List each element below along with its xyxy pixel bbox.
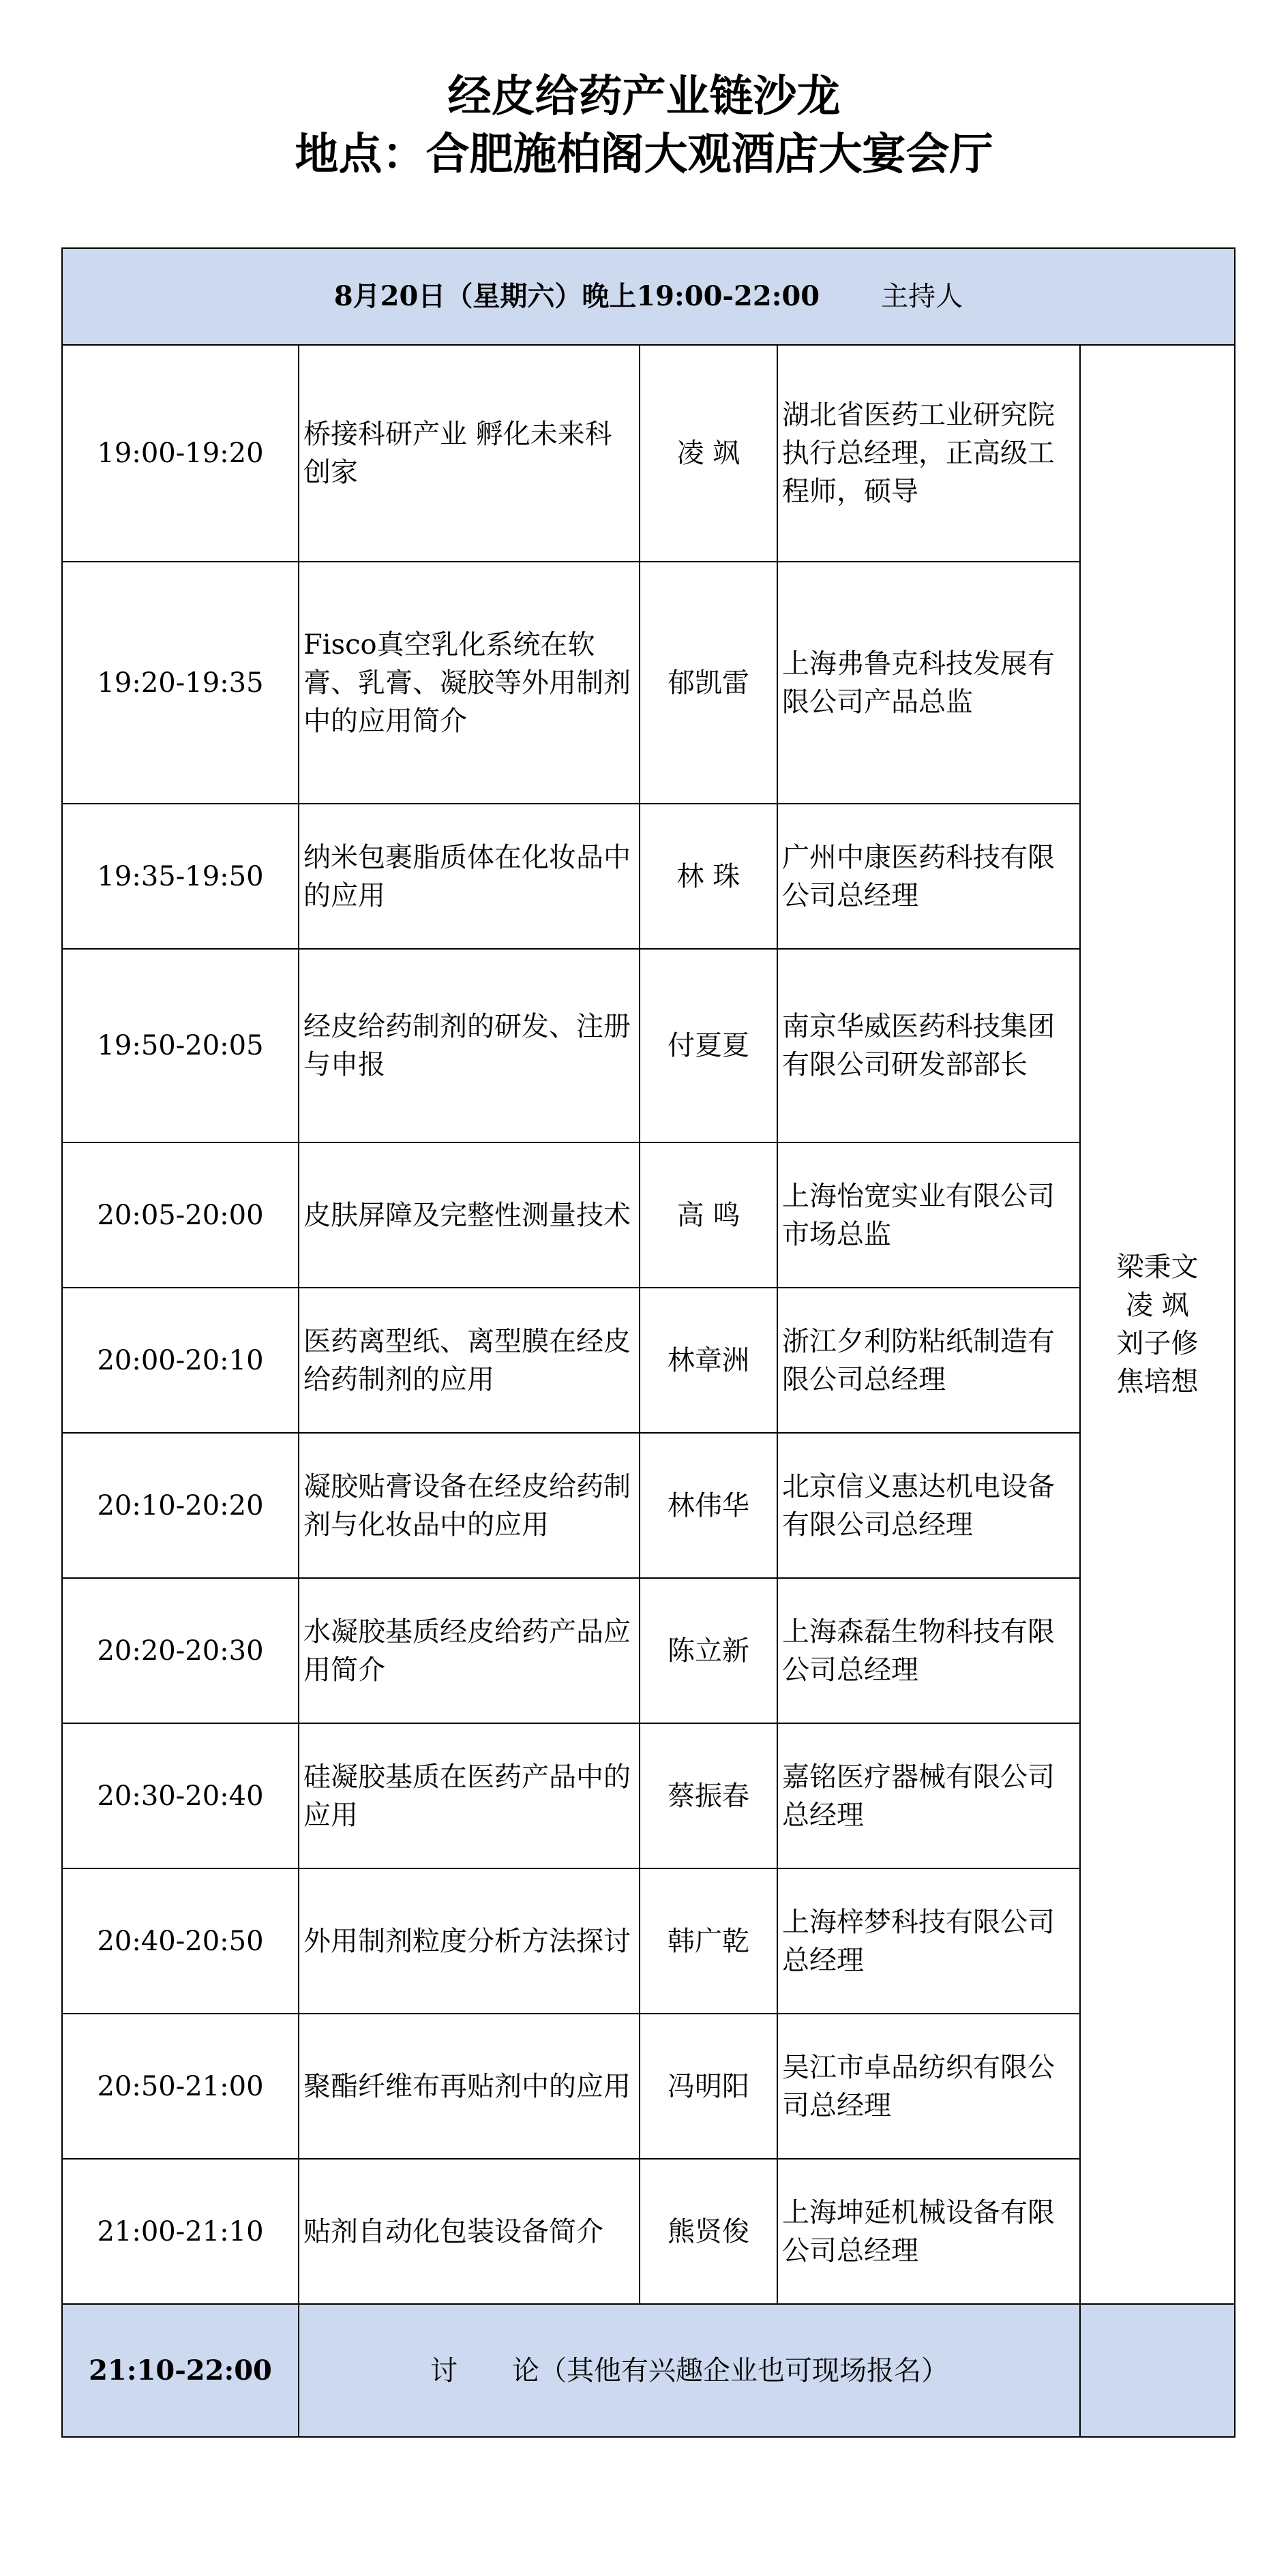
discussion-row (62, 2304, 1235, 2437)
header-row (62, 248, 1235, 345)
page-title: 经皮给药产业链沙龙 (447, 72, 841, 122)
organization-cell: 嘉铭医疗器械有限公司总经理 (777, 1723, 1080, 1868)
table-row (62, 1868, 1235, 2014)
speaker-cell: 高 鸣 (640, 1142, 777, 1288)
time-cell: 20:10-20:20 (62, 1433, 299, 1578)
header-date: 8月20日（星期六）晚上19:00-22:00 (333, 280, 820, 312)
speaker-cell: 林章洲 (640, 1288, 777, 1433)
discussion-label (299, 2304, 1080, 2437)
topic-cell: 医药离型纸、离型膜在经皮给药制剂的应用 (299, 1288, 640, 1433)
speaker-cell: 陈立新 (640, 1578, 777, 1723)
table-row (62, 949, 1235, 1142)
time-cell: 19:35-19:50 (62, 804, 299, 949)
time-cell: 20:00-20:10 (62, 1288, 299, 1433)
organization-cell: 南京华威医药科技集团有限公司研发部部长 (777, 949, 1080, 1142)
speaker-cell: 付夏夏 (640, 949, 777, 1142)
speaker-cell: 韩广乾 (640, 1868, 777, 2014)
table-row (62, 2014, 1235, 2159)
host-name: 焦培想 (1116, 1366, 1199, 1397)
topic-cell: 聚酯纤维布再贴剂中的应用 (299, 2014, 640, 2159)
organization-cell: 上海梓梦科技有限公司总经理 (777, 1868, 1080, 2014)
time-cell: 19:20-19:35 (62, 562, 299, 804)
host-name: 梁秉文 (1116, 1252, 1199, 1283)
speaker-cell: 蔡振春 (640, 1723, 777, 1868)
organization-cell: 浙江夕利防粘纸制造有限公司总经理 (777, 1288, 1080, 1433)
topic-cell: 皮肤屏障及完整性测量技术 (299, 1142, 640, 1288)
time-cell: 19:50-20:05 (62, 949, 299, 1142)
organization-cell: 湖北省医药工业研究院执行总经理，正高级工程师，硕导 (777, 345, 1080, 562)
organization-cell: 吴江市卓品纺织有限公司总经理 (777, 2014, 1080, 2159)
table-row (62, 804, 1235, 949)
host-name: 凌 飒 (1126, 1290, 1189, 1321)
time-cell: 19:00-19:20 (62, 345, 299, 562)
table-row (62, 345, 1235, 562)
speaker-cell: 郁凯雷 (640, 562, 777, 804)
time-cell: 20:20-20:30 (62, 1578, 299, 1723)
time-cell: 20:50-21:00 (62, 2014, 299, 2159)
hosts-cell (1080, 345, 1235, 2304)
organization-cell: 上海森磊生物科技有限公司总经理 (777, 1578, 1080, 1723)
speaker-cell: 冯明阳 (640, 2014, 777, 2159)
table-row (62, 1288, 1235, 1433)
table-row (62, 2159, 1235, 2304)
organization-cell: 上海弗鲁克科技发展有限公司产品总监 (777, 562, 1080, 804)
table-row (62, 562, 1235, 804)
organization-cell: 上海怡宽实业有限公司市场总监 (777, 1142, 1080, 1288)
topic-cell: 水凝胶基质经皮给药产品应用简介 (299, 1578, 640, 1723)
venue-title: 地点：合肥施柏阁大观酒店大宴会厅 (295, 130, 993, 180)
topic-cell: 桥接科研产业 孵化未来科创家 (299, 345, 640, 562)
discussion-label-start: 讨 (430, 2354, 458, 2386)
speaker-cell: 林伟华 (640, 1433, 777, 1578)
discussion-label-rest: 论（其他有兴趣企业也可现场报名） (512, 2354, 948, 2386)
agenda-table (61, 247, 1235, 2438)
host-name: 刘子修 (1116, 1328, 1199, 1359)
organization-cell: 上海坤延机械设备有限公司总经理 (777, 2159, 1080, 2304)
topic-cell: Fisco真空乳化系统在软膏、乳膏、凝胶等外用制剂中的应用简介 (299, 562, 640, 804)
topic-cell: 纳米包裹脂质体在化妆品中的应用 (299, 804, 640, 949)
organization-cell: 北京信义惠达机电设备有限公司总经理 (777, 1433, 1080, 1578)
header-cell (62, 248, 1235, 345)
speaker-cell: 凌 飒 (640, 345, 777, 562)
speaker-cell: 熊贤俊 (640, 2159, 777, 2304)
organization-cell: 广州中康医药科技有限公司总经理 (777, 804, 1080, 949)
table-row (62, 1142, 1235, 1288)
time-cell: 21:00-21:10 (62, 2159, 299, 2304)
topic-cell: 硅凝胶基质在医药产品中的应用 (299, 1723, 640, 1868)
time-cell: 20:40-20:50 (62, 1868, 299, 2014)
table-row (62, 1433, 1235, 1578)
time-cell: 20:05-20:00 (62, 1142, 299, 1288)
table-row (62, 1578, 1235, 1723)
header-host-label: 主持人 (881, 281, 963, 312)
topic-cell: 凝胶贴膏设备在经皮给药制剂与化妆品中的应用 (299, 1433, 640, 1578)
speaker-cell: 林 珠 (640, 804, 777, 949)
topic-cell: 外用制剂粒度分析方法探讨 (299, 1868, 640, 2014)
topic-cell: 经皮给药制剂的研发、注册与申报 (299, 949, 640, 1142)
table-row (62, 1723, 1235, 1868)
discussion-host-cell (1080, 2304, 1235, 2437)
topic-cell: 贴剂自动化包装设备简介 (299, 2159, 640, 2304)
time-cell: 20:30-20:40 (62, 1723, 299, 1868)
discussion-time: 21:10-22:00 (62, 2304, 299, 2437)
